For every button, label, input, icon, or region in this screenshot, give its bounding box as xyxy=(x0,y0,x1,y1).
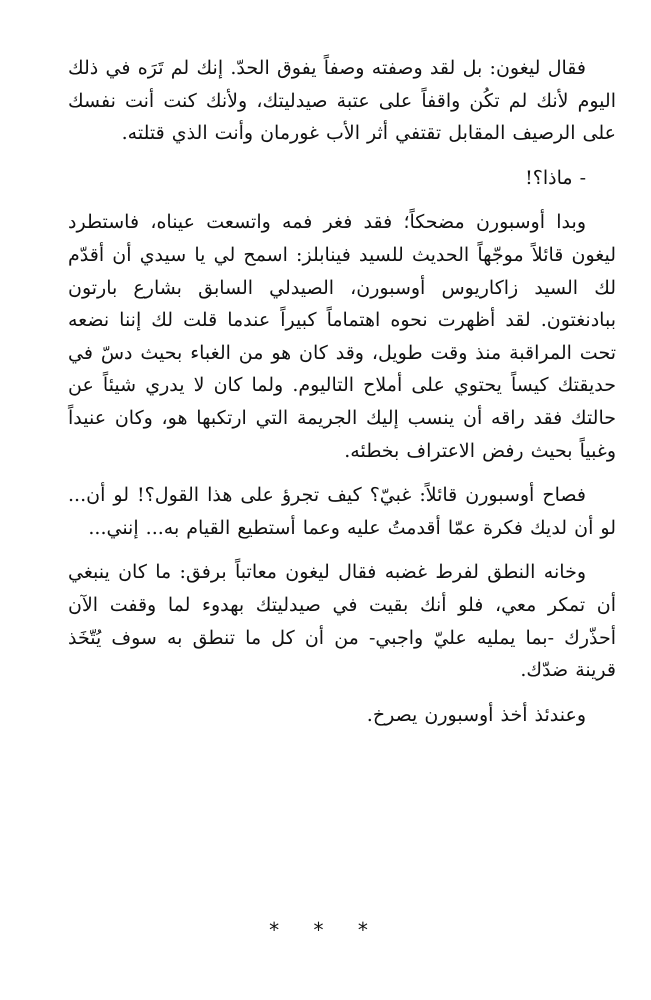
paragraph-osborne-outburst: فصاح أوسبورن قائلاً: غبيّ؟ كيف تجرؤ على هذا القول؟! لو أن... لو أن لديك فكرة عمّا أقدمتُ عليه وعما أستطيع القيام به... إنني... xyxy=(68,484,616,539)
paragraph-osborne-screams: وعندئذ أخذ أوسبورن يصرخ. xyxy=(366,703,586,726)
paragraph-what-exclamation: - ماذا؟! xyxy=(525,166,586,189)
book-page xyxy=(68,52,616,743)
section-separator: * * * xyxy=(269,918,382,942)
paragraph-legon-introduction: وبدا أوسبورن مضحكاً؛ فقد فغر فمه واتسعت عيناه، فاستطرد ليغون قائلاً موجّهاً الحديث للسيد فينابلز: اسمح لي يا سيدي أن أقدّم لك السيد زاكاريوس أوسبورن، الصيدلي السابق بشارع بارتون ببادنغتون. لقد أظهرت نحوه اهتماماً كبيراً عندما قلت لك إننا نضعه تحت المراقبة منذ وقت طويل، وقد كان هو من الغباء بحيث دسّ في حديقتك كيساً يحتوي على أملاح التاليوم. ولما كان لا يدري شيئاً عن حالتك فقد راقه أن ينسب إليك الجريمة التي ارتكبها هو، وكان عنيداً وغبياً بحيث رفض الاعتراف بخطئه. xyxy=(68,211,616,462)
paragraph-legon-warning: وخانه النطق لفرط غضبه فقال ليغون معاتباً برفق: ما كان ينبغي أن تمكر معي، فلو أنك بقيت في صيدليتك بهدوء لما وقفت الآن أحذّرك -بما يمليه عليّ واجبي- من أن كل ما تنطق به سوف يُتّخَذ قرينة ضدّك. xyxy=(68,561,616,682)
paragraph-legon-accusation: فقال ليغون: بل لقد وصفته وصفاً يفوق الحدّ. إنك لم تَرَه في ذلك اليوم لأنك لم تكُن واقفاً على عتبة صيدليتك، ولأنك كنت أنت نفسك على الرصيف المقابل تقتفي أثر الأب غورمان وأنت الذي قتلته. xyxy=(68,57,616,145)
